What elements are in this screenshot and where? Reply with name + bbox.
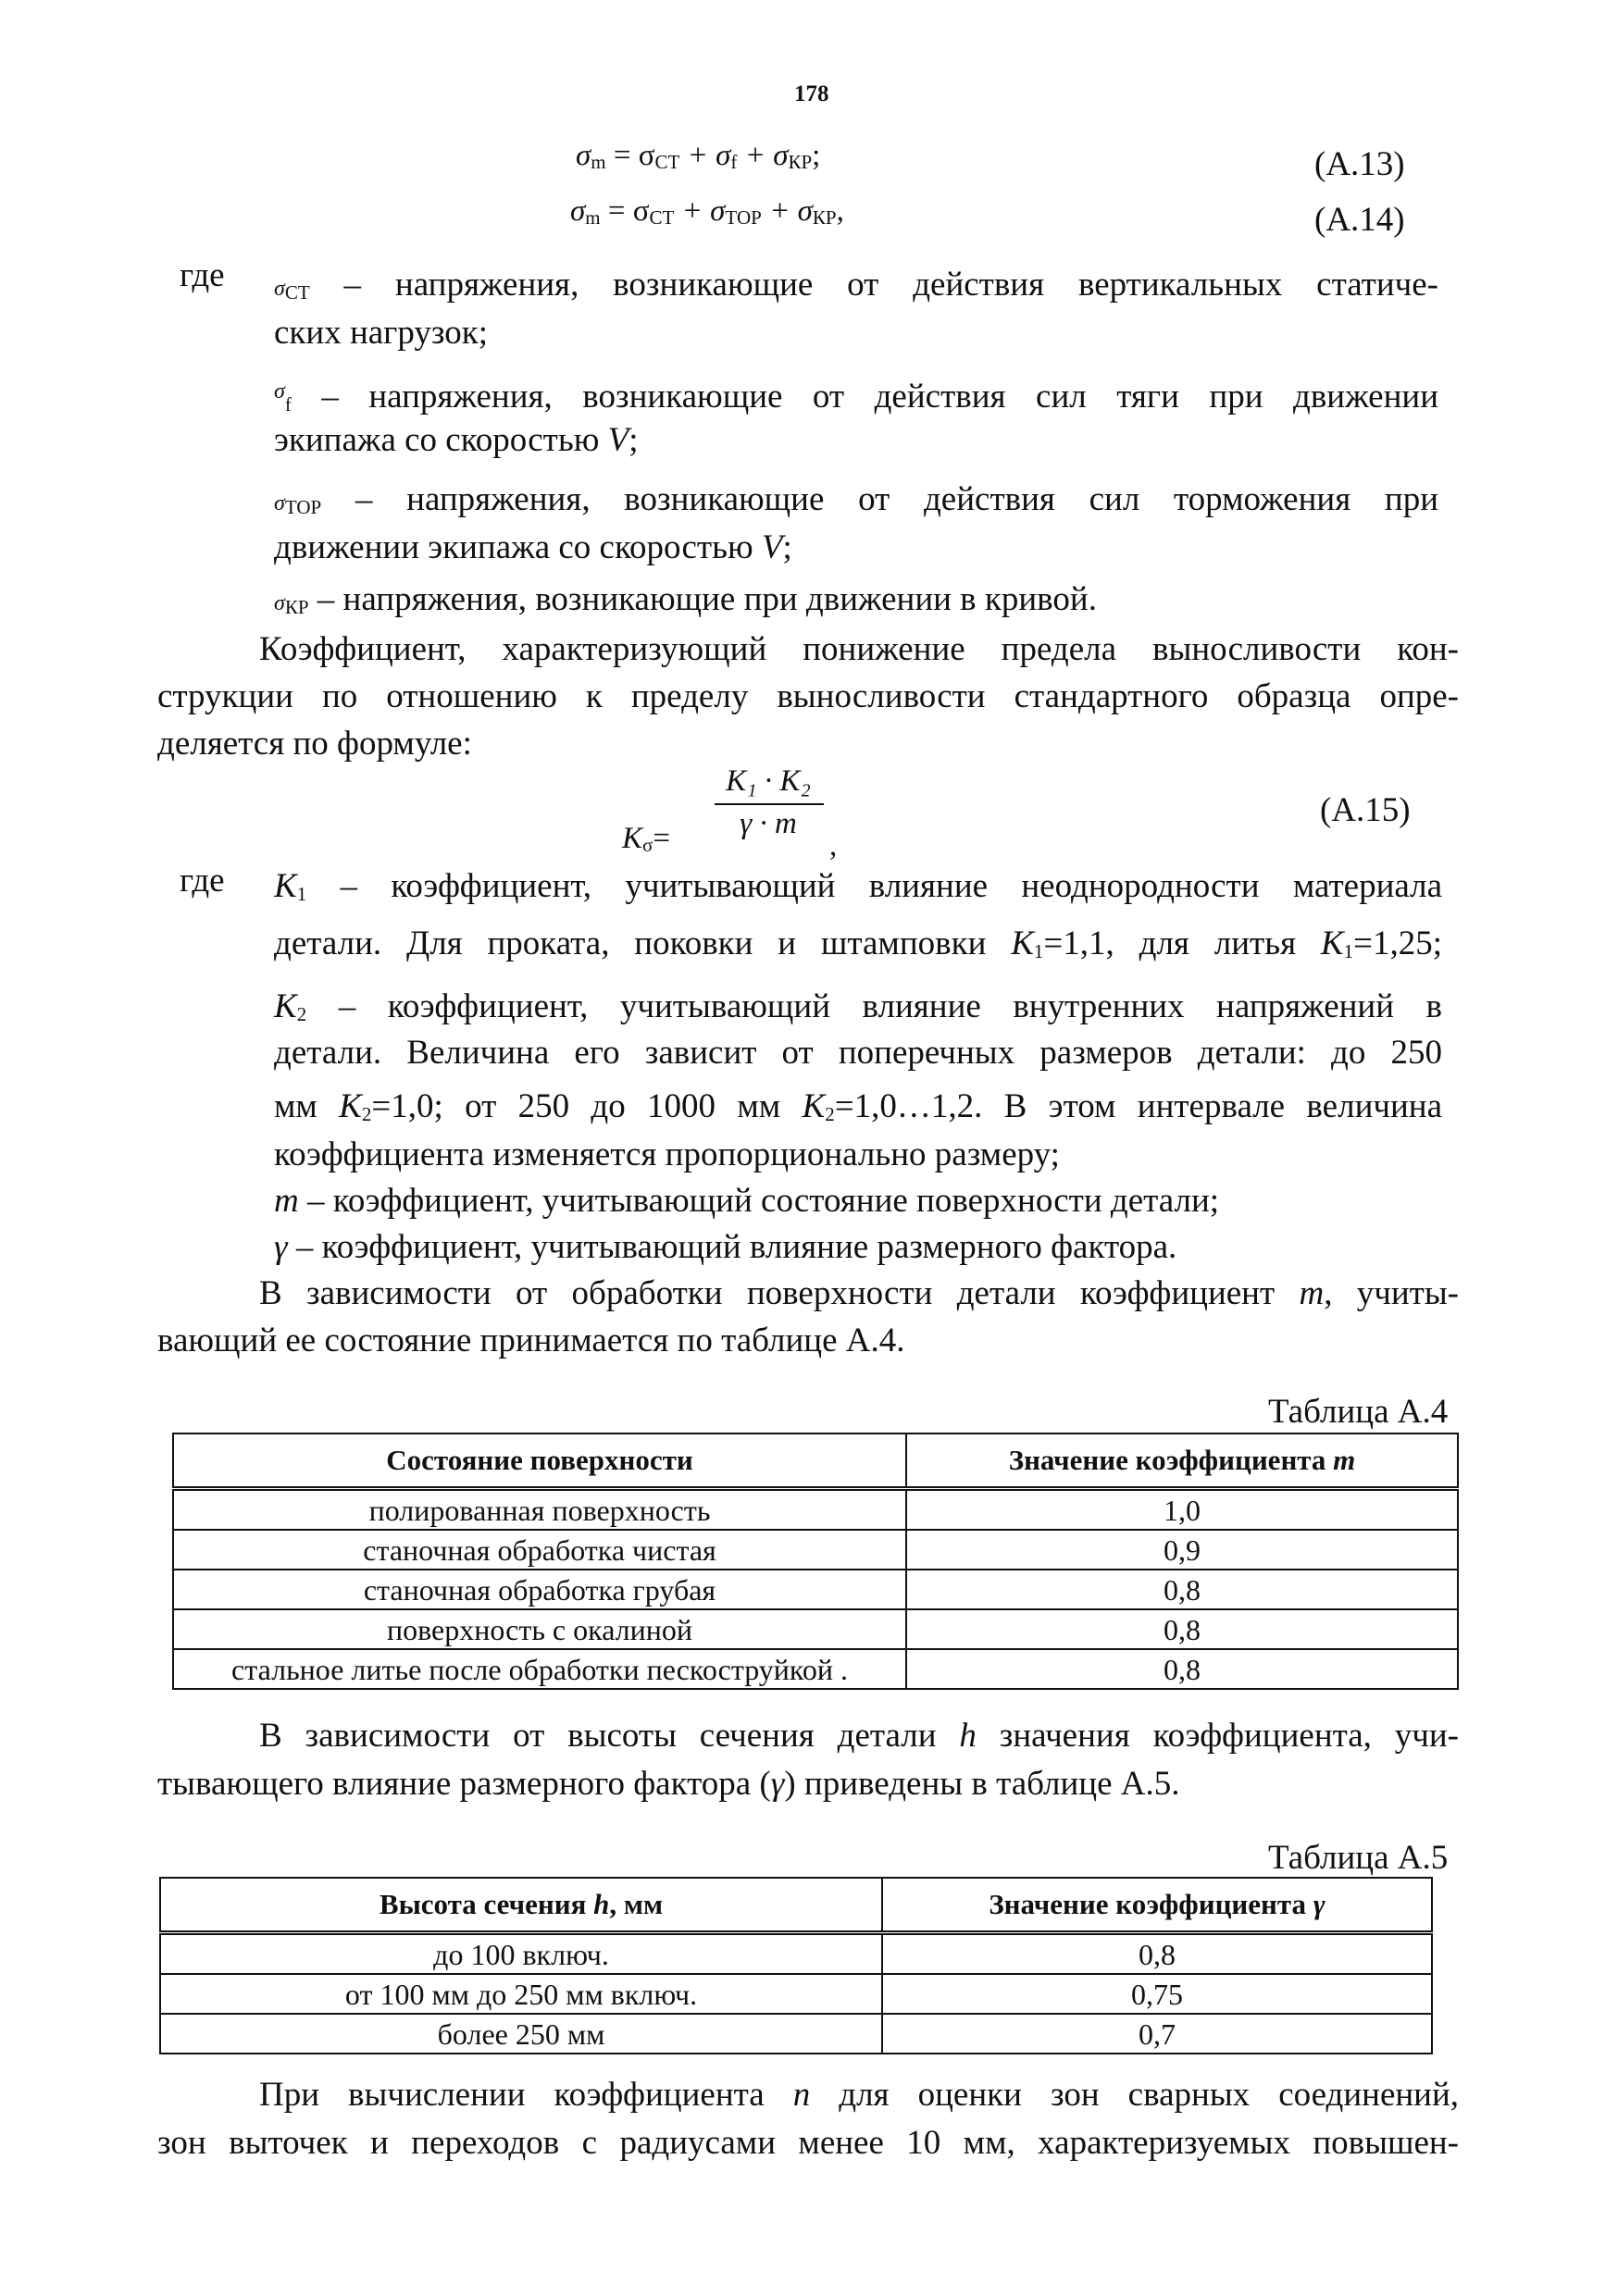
page-number: 178	[794, 81, 829, 106]
table-cell: 0,8	[882, 1933, 1432, 1975]
equation-a13: σm = σСТ + σf + σКР;	[576, 139, 821, 173]
table-a5-caption: Таблица А.5	[1268, 1839, 1449, 1877]
table-row	[173, 1530, 1458, 1570]
table-a4-header-state: Состояние поверхности	[173, 1433, 906, 1489]
table-cell: поверхность с окалиной	[173, 1609, 906, 1649]
table-cell: 0,9	[906, 1530, 1458, 1570]
table-row	[160, 1933, 1432, 1975]
table-row	[173, 1489, 1458, 1531]
k1-definition-cont: детали. Для проката, поковки и штамповки K1=1,1, для литья K1=1,25;	[274, 925, 1443, 962]
equation-a15-numerator: K₁ · K₂	[726, 764, 811, 798]
paragraph-1-line-2: струкции по отношению к пределу выносливости стандартного образца опре-	[157, 677, 1459, 715]
table-cell: 0,7	[882, 2014, 1432, 2054]
table-a4-caption: Таблица А.4	[1268, 1393, 1449, 1431]
table-row	[160, 1974, 1432, 2014]
equation-a15-tail: ,	[829, 829, 838, 863]
fraction-bar	[715, 803, 824, 805]
equation-a15-label: (А.15)	[1320, 791, 1411, 829]
table-a4-header-value: Значение коэффициента m	[906, 1433, 1458, 1489]
equation-a13-label: (А.13)	[1314, 145, 1405, 183]
equation-a14-label: (А.14)	[1314, 201, 1405, 239]
sigma-f-definition: $^\sigma$f – напряжения, возникающие от действия сил тяги при движении	[274, 378, 1438, 416]
table-cell: 0,8	[906, 1609, 1458, 1649]
k1-definition: K1 – коэффициент, учитывающий влияние неоднородности материала	[274, 867, 1442, 905]
sigma-st-definition: σСТ – напряжения, возникающие от действия вертикальных статиче-	[274, 266, 1438, 304]
table-row	[173, 1609, 1458, 1649]
k2-definition-cont-2: мм K2=1,0; от 250 до 1000 мм K2=1,0…1,2. В этом интервале величина	[274, 1087, 1442, 1125]
equation-a15-lhs: Kσ=	[622, 822, 670, 856]
sigma-tor-definition: σТОР – напряжения, возникающие от действия сил торможения при	[274, 480, 1439, 518]
paragraph-3-line-2: тывающего влияние размерного фактора (γ) приведены в таблице А.5.	[157, 1765, 1180, 1803]
sigma-tor-definition-cont: движении экипажа со скоростью V;	[274, 528, 792, 566]
paragraph-4-line-2: зон выточек и переходов с радиусами менее 10 мм, характеризуемых повышен-	[157, 2124, 1459, 2162]
paragraph-1-line-3: деляется по формуле:	[157, 725, 472, 763]
table-cell: 0,75	[882, 1974, 1432, 2014]
k2-definition-cont-3: коэффициента изменяется пропорционально размеру;	[274, 1136, 1060, 1173]
where-label: где	[180, 256, 225, 294]
equation-a15-denominator: γ · m	[740, 807, 797, 840]
table-cell: 0,8	[906, 1649, 1458, 1689]
paragraph-1-line-1: Коэффициент, характеризующий понижение предела выносливости кон-	[259, 630, 1459, 668]
table-cell: станочная обработка грубая	[173, 1570, 906, 1609]
where-label-2: где	[180, 862, 225, 900]
table-cell: стальное литье после обработки пескоструйкой .	[173, 1649, 906, 1689]
table-a5-header-value: Значение коэффициента γ	[882, 1878, 1432, 1933]
sigma-f-definition-cont: экипажа со скоростью V;	[274, 421, 639, 459]
table-cell: станочная обработка чистая	[173, 1530, 906, 1570]
table-a5-header-height: Высота сечения h, мм	[160, 1878, 882, 1933]
table-cell: от 100 мм до 250 мм включ.	[160, 1974, 882, 2014]
sigma-kr-definition: σКР – напряжения, возникающие при движении в кривой.	[274, 580, 1097, 618]
table-row	[160, 2014, 1432, 2054]
table-cell: более 250 мм	[160, 2014, 882, 2054]
k2-definition: K2 – коэффициент, учитывающий влияние внутренних напряжений в	[274, 987, 1442, 1025]
paragraph-2-line-2: вающий ее состояние принимается по таблице А.4.	[157, 1322, 905, 1359]
table-a5	[159, 1877, 1433, 2054]
table-a4	[172, 1433, 1459, 1690]
sigma-st-definition-cont: ских нагрузок;	[274, 314, 489, 352]
table-row	[173, 1649, 1458, 1689]
paragraph-2-line-1: В зависимости от обработки поверхности детали коэффициент m, учиты-	[259, 1274, 1459, 1312]
paragraph-3-line-1: В зависимости от высоты сечения детали h значения коэффициента, учи-	[259, 1717, 1460, 1755]
table-cell: до 100 включ.	[160, 1933, 882, 1975]
equation-a14: σm = σСТ + σТОР + σКР,	[570, 194, 844, 229]
gamma-definition: γ – коэффициент, учитывающий влияние размерного фактора.	[274, 1228, 1177, 1266]
m-definition: m – коэффициент, учитывающий состояние поверхности детали;	[274, 1182, 1220, 1220]
k2-definition-cont-1: детали. Величина его зависит от поперечных размеров детали: до 250	[274, 1034, 1442, 1072]
table-row	[173, 1570, 1458, 1609]
table-cell: полированная поверхность	[173, 1489, 906, 1531]
paragraph-4-line-1: При вычислении коэффициента n для оценки зон сварных соединений,	[259, 2076, 1460, 2114]
table-cell: 0,8	[906, 1570, 1458, 1609]
table-cell: 1,0	[906, 1489, 1458, 1531]
